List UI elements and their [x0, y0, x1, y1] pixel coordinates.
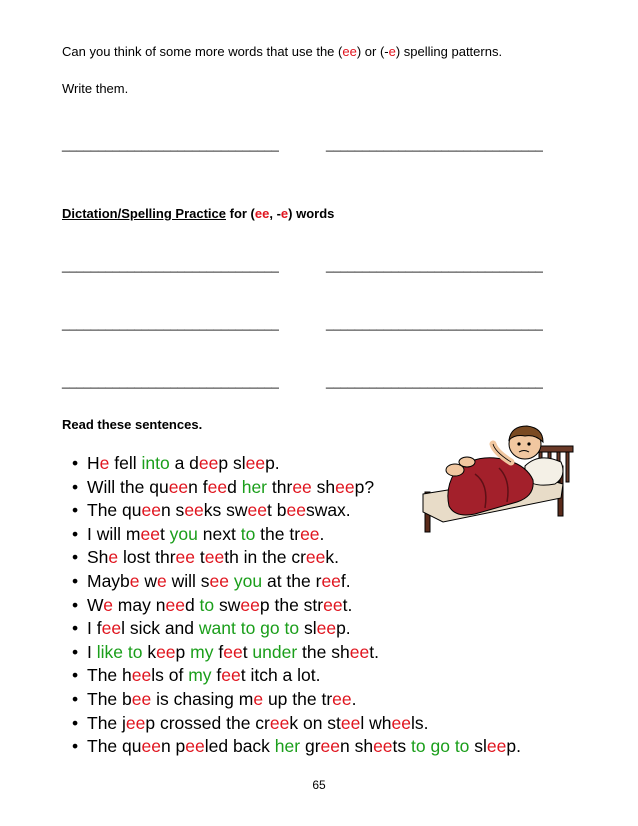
spelling-pattern: ee: [185, 736, 205, 757]
sentence-item: [72, 452, 521, 476]
sight-word: my: [190, 641, 214, 662]
bullet-icon: •: [72, 476, 79, 497]
sentence-text: p?: [354, 476, 375, 497]
sentence-text: d: [227, 476, 242, 497]
sentence-text: f: [211, 665, 222, 686]
bullet-icon: •: [72, 570, 79, 591]
spelling-pattern: ee: [300, 523, 320, 544]
sight-word: under: [252, 641, 298, 662]
sentence-text: t: [159, 523, 170, 544]
sentence-text: n f: [188, 476, 208, 497]
writing-line[interactable]: ______________________________: [326, 258, 543, 273]
dictation-ee: ee: [254, 206, 270, 221]
sentence-text: p.: [265, 453, 280, 473]
dictation-text-1: for (: [226, 206, 255, 221]
spelling-pattern: e: [253, 688, 264, 709]
read-heading: Read these sentences.: [62, 417, 203, 432]
writing-line[interactable]: ______________________________: [62, 316, 279, 331]
sight-word: into: [141, 453, 170, 473]
sight-word: to: [199, 594, 215, 615]
page-number: 65: [312, 778, 326, 792]
sentence-text: is chasing m: [151, 688, 254, 709]
spelling-pattern: ee: [221, 665, 241, 686]
spelling-pattern: ee: [141, 500, 161, 521]
spelling-pattern: e: [103, 594, 113, 615]
sight-word: you: [233, 570, 263, 591]
sentence-text: Mayb: [87, 570, 130, 591]
spelling-pattern: ee: [292, 476, 312, 497]
sentence-item: [72, 523, 521, 547]
sight-word: like to: [96, 641, 143, 662]
sight-word: her: [241, 476, 268, 497]
bullet-icon: •: [72, 736, 79, 757]
sentence-text: w: [139, 570, 158, 591]
sentence-text: led back: [204, 736, 275, 757]
sight-word: my: [188, 665, 212, 686]
spelling-pattern: ee: [184, 500, 204, 521]
bullet-icon: •: [72, 547, 79, 568]
sentence-item: [72, 641, 521, 665]
bullet-icon: •: [72, 665, 79, 686]
sentence-text: n p: [160, 736, 186, 757]
dictation-heading: [62, 206, 334, 221]
sentence-item: [72, 735, 521, 759]
sentence-text: k: [142, 641, 157, 662]
sentence-text: k on st: [289, 712, 341, 733]
spelling-pattern: ee: [141, 736, 161, 757]
sentence-item: [72, 499, 521, 523]
sentence-text: ts: [392, 736, 412, 757]
intro-question-text-3: ) spelling patterns.: [395, 44, 503, 59]
spelling-pattern: ee: [486, 736, 507, 757]
sentence-item: [72, 594, 521, 618]
sight-word: you: [169, 523, 198, 544]
sentence-text: f: [213, 641, 224, 662]
sentence-text: sl: [469, 736, 487, 757]
writing-line[interactable]: ______________________________: [326, 374, 543, 389]
spelling-pattern: e: [129, 570, 140, 591]
sentence-text: a d: [169, 453, 199, 473]
sentence-text: p sl: [218, 453, 246, 473]
spelling-pattern: ee: [207, 476, 228, 497]
dictation-text-3: ) words: [288, 206, 335, 221]
spelling-pattern: ee: [101, 618, 122, 639]
sentence-text: sh: [311, 476, 336, 497]
sentence-text: fell: [109, 453, 142, 473]
bullet-icon: •: [72, 712, 79, 733]
sentence-item: [72, 712, 521, 736]
sentence-text: t: [242, 641, 253, 662]
sentence-text: The h: [87, 665, 132, 686]
sentence-text: The qu: [87, 500, 142, 521]
spelling-pattern: e: [157, 570, 167, 591]
intro-question-text-2: ) or (-: [356, 44, 389, 59]
sentence-text: I f: [87, 618, 102, 639]
sentence-text: gr: [300, 736, 321, 757]
sentence-text: .: [319, 523, 325, 544]
sentence-text: the tr: [255, 523, 301, 544]
sight-word: her: [274, 736, 301, 757]
spelling-pattern: ee: [198, 453, 219, 473]
bullet-icon: •: [72, 688, 79, 709]
sight-word: to go to: [411, 736, 470, 757]
sentence-text: ks sw: [203, 500, 248, 521]
spelling-pattern: ee: [131, 665, 152, 686]
sentence-text: may n: [112, 594, 166, 615]
sentence-item: [72, 688, 521, 712]
bullet-icon: •: [72, 641, 79, 662]
dictation-text-2: , -: [269, 206, 281, 221]
sentence-list: [72, 452, 521, 759]
writing-line[interactable]: ______________________________: [326, 316, 543, 331]
sight-word: to: [240, 523, 256, 544]
sentence-text: p.: [506, 736, 521, 757]
spelling-pattern: ee: [240, 594, 260, 615]
sentence-text: t b: [267, 500, 287, 521]
sentence-text: t.: [342, 594, 353, 615]
sentence-text: d: [184, 594, 200, 615]
sentence-text: p the str: [259, 594, 324, 615]
spelling-pattern: ee: [245, 453, 266, 473]
sentence-text: ls of: [151, 665, 189, 686]
spelling-pattern: ee: [204, 547, 225, 568]
spelling-pattern: ee: [373, 736, 393, 757]
sentence-text: thr: [267, 476, 293, 497]
spelling-pattern: ee: [335, 476, 355, 497]
sentence-text: sw: [214, 594, 241, 615]
sentence-text: f.: [340, 570, 351, 591]
sentence-text: will s: [166, 570, 210, 591]
sentence-text: swax.: [305, 500, 351, 521]
dictation-title: Dictation/Spelling Practice: [62, 206, 226, 221]
spelling-pattern: ee: [323, 594, 343, 615]
spelling-pattern: ee: [168, 476, 189, 497]
spelling-pattern: ee: [286, 500, 306, 521]
sentence-text: l wh: [360, 712, 392, 733]
sentence-text: th in the cr: [224, 547, 306, 568]
sentence-text: H: [87, 453, 100, 473]
sight-word: want to go to: [198, 618, 300, 639]
spelling-pattern: e: [108, 547, 119, 568]
sentence-text: at the r: [262, 570, 322, 591]
sentence-text: I will m: [87, 523, 141, 544]
writing-line[interactable]: ______________________________: [62, 137, 279, 152]
bullet-icon: •: [72, 523, 79, 544]
spelling-pattern: ee: [332, 688, 352, 709]
bullet-icon: •: [72, 500, 79, 521]
sentence-item: [72, 570, 521, 594]
intro-question: [62, 44, 502, 59]
sentence-text: Sh: [87, 547, 109, 568]
sentence-text: The qu: [87, 736, 142, 757]
writing-line[interactable]: ______________________________: [62, 258, 279, 273]
spelling-pattern: ee: [156, 641, 176, 662]
sentence-text: t: [195, 547, 205, 568]
spelling-pattern: ee: [349, 641, 370, 662]
intro-question-ee: ee: [342, 44, 357, 59]
sentence-text: The b: [87, 688, 132, 709]
intro-question-text-1: Can you think of some more words that use the (: [62, 44, 343, 59]
sentence-text: up the tr: [263, 688, 333, 709]
write-them-instruction: Write them.: [62, 81, 129, 96]
intro-question-e: e: [388, 44, 396, 59]
sentence-text: p crossed the cr: [145, 712, 270, 733]
sentence-item: [72, 546, 521, 570]
spelling-pattern: ee: [320, 736, 340, 757]
sentence-text: t itch a lot.: [240, 665, 321, 686]
sentence-text: l sick and: [121, 618, 199, 639]
bullet-icon: •: [72, 453, 79, 473]
sentence-text: The j: [87, 712, 126, 733]
sentence-text: t.: [369, 641, 379, 662]
spelling-pattern: e: [99, 453, 110, 473]
sentence-text: k.: [325, 547, 340, 568]
sentence-text: Will the qu: [87, 476, 169, 497]
writing-line[interactable]: ______________________________: [62, 374, 279, 389]
sentence-item: [72, 476, 521, 500]
sentence-text: p.: [336, 618, 351, 639]
spelling-pattern: ee: [305, 547, 326, 568]
spelling-pattern: ee: [165, 594, 185, 615]
spelling-pattern: ee: [131, 688, 152, 709]
spelling-pattern: ee: [125, 712, 146, 733]
sentence-item: [72, 664, 521, 688]
sentence-text: ls.: [410, 712, 429, 733]
sentence-text: n s: [160, 500, 185, 521]
sentence-text: W: [87, 594, 104, 615]
bullet-icon: •: [72, 618, 79, 639]
spelling-pattern: ee: [140, 523, 160, 544]
spelling-pattern: ee: [340, 712, 361, 733]
bullet-icon: •: [72, 594, 79, 615]
spelling-pattern: ee: [391, 712, 411, 733]
sentence-text: the sh: [297, 641, 350, 662]
spelling-pattern: ee: [223, 641, 243, 662]
spelling-pattern: ee: [247, 500, 267, 521]
spelling-pattern: ee: [316, 618, 337, 639]
dictation-e: e: [280, 206, 289, 221]
sentence-text: p: [175, 641, 191, 662]
spelling-pattern: ee: [321, 570, 341, 591]
sentence-text: .: [351, 688, 357, 709]
sentence-text: next: [197, 523, 241, 544]
spelling-pattern: ee: [269, 712, 290, 733]
sentence-item: [72, 617, 521, 641]
spelling-pattern: ee: [175, 547, 195, 568]
sentence-text: lost thr: [118, 547, 176, 568]
sentence-text: I: [87, 641, 97, 662]
writing-line[interactable]: ______________________________: [326, 137, 543, 152]
sentence-text: sl: [299, 618, 317, 639]
sentence-text: n sh: [340, 736, 374, 757]
spelling-pattern: ee: [209, 570, 230, 591]
